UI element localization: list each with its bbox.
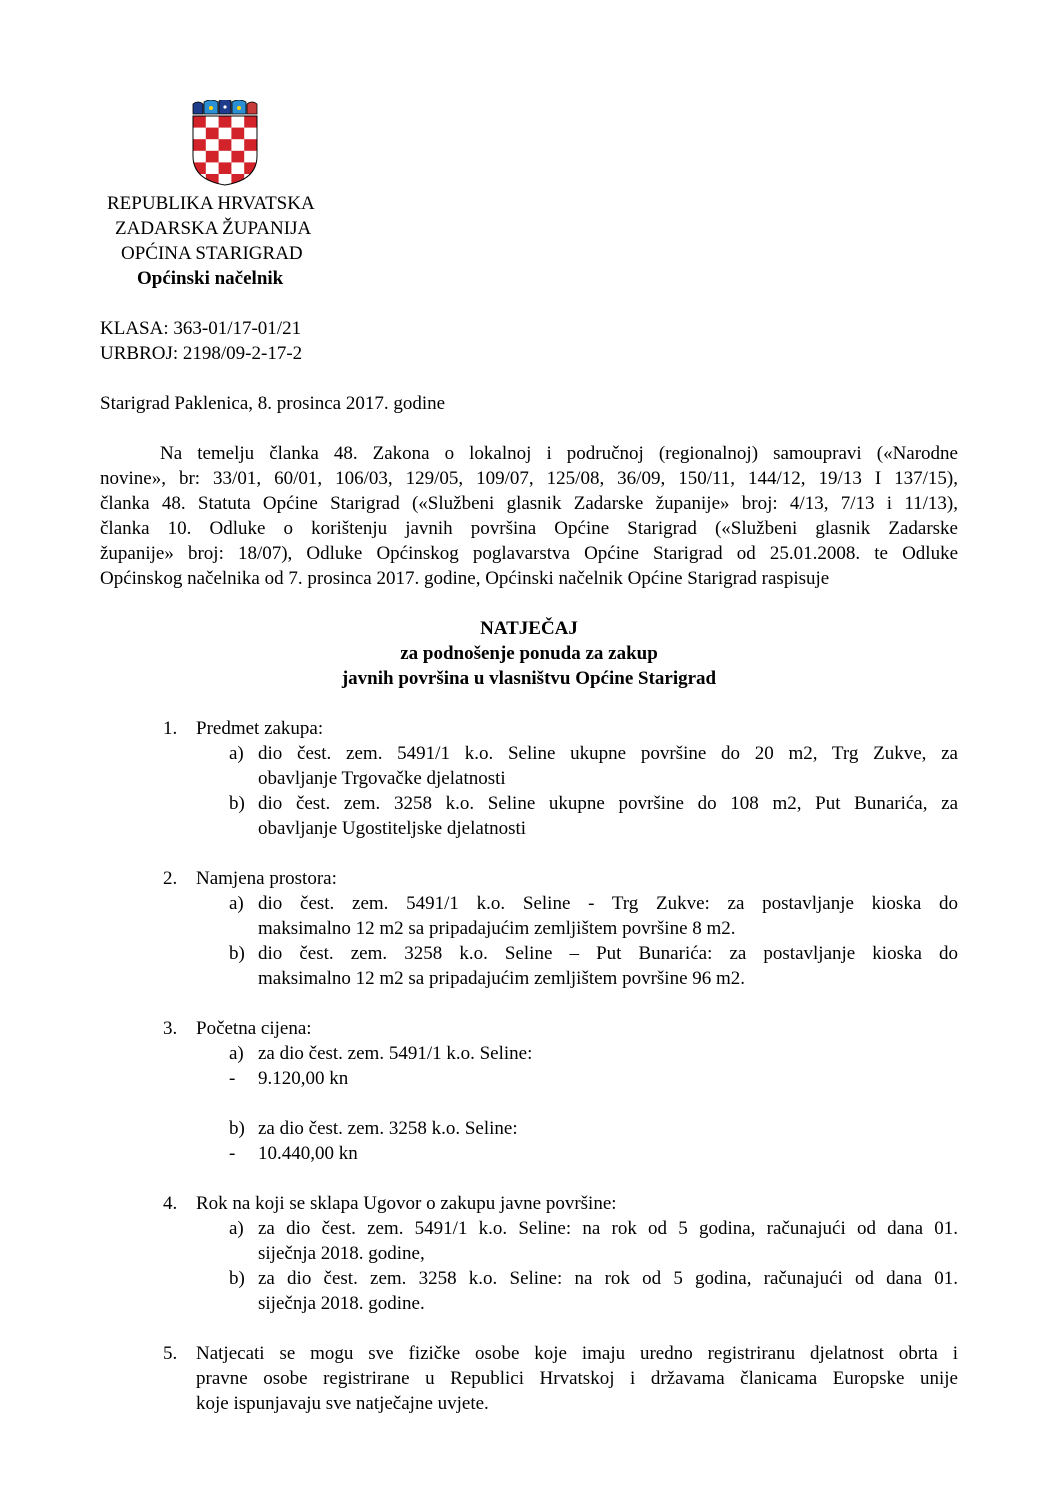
sub-text: za dio čest. zem. 3258 k.o. Seline: bbox=[258, 1118, 518, 1139]
sub-letter: b) bbox=[229, 1118, 245, 1139]
sub-text: maksimalno 12 m2 sa pripadajućim zemljištem površine 8 m2. bbox=[258, 918, 736, 939]
sub-text: obavljanje Ugostiteljske djelatnosti bbox=[258, 818, 527, 839]
section-text: koje ispunjavaju sve natječajne uvjete. bbox=[196, 1393, 489, 1414]
sub-text: za dio čest. zem. 5491/1 k.o. Seline: bbox=[258, 1043, 533, 1064]
intro-line: novine», br: 33/01, 60/01, 106/03, 129/05, 109/07, 125/08, 36/09, 150/11, 144/12, 19/13 I 137/15), bbox=[100, 468, 958, 489]
header-mayor: Općinski načelnik bbox=[137, 268, 284, 289]
sub-text: siječnja 2018. godine. bbox=[258, 1293, 425, 1314]
klasa-ref: KLASA: 363-01/17-01/21 bbox=[100, 318, 302, 339]
section-heading: Početna cijena: bbox=[196, 1018, 312, 1039]
sub-letter: a) bbox=[229, 743, 244, 764]
urbroj-ref: URBROJ: 2198/09-2-17-2 bbox=[100, 343, 303, 364]
section-number: 3. bbox=[163, 1018, 178, 1039]
price-value: 9.120,00 kn bbox=[258, 1068, 349, 1089]
header-municipality: OPĆINA STARIGRAD bbox=[121, 243, 303, 264]
intro-line: Na temelju članka 48. Zakona o lokalnoj i područnoj (regionalnoj) samoupravi («Narodne bbox=[160, 443, 958, 464]
section-text: Natjecati se mogu sve fizičke osobe koje imaju uredno registriranu djelatnost obrta i bbox=[196, 1343, 958, 1364]
section-number: 5. bbox=[163, 1343, 178, 1364]
header-county: ZADARSKA ŽUPANIJA bbox=[115, 218, 312, 239]
section-number: 1. bbox=[163, 718, 178, 739]
sub-letter: b) bbox=[229, 1268, 245, 1289]
sub-letter: b) bbox=[229, 943, 245, 964]
header-republic: REPUBLIKA HRVATSKA bbox=[107, 193, 315, 214]
sub-letter: b) bbox=[229, 793, 245, 814]
title-subtitle: za podnošenje ponuda za zakup bbox=[400, 643, 658, 664]
price-value: 10.440,00 kn bbox=[258, 1143, 358, 1164]
intro-line: članka 10. Odluke o korištenju javnih površina Općine Starigrad («Službeni glasnik Zadarske bbox=[100, 518, 958, 539]
intro-line: članka 48. Statuta Općine Starigrad («Službeni glasnik Zadarske županije» broj: 4/13, 7/13 i 11/13), bbox=[100, 493, 958, 514]
list-dash: - bbox=[229, 1143, 236, 1164]
sub-text: dio čest. zem. 5491/1 k.o. Seline - Trg Zukve: za postavljanje kioska do bbox=[258, 893, 958, 914]
sub-text: obavljanje Trgovačke djelatnosti bbox=[258, 768, 506, 789]
sub-text: dio čest. zem. 3258 k.o. Seline – Put Bunarića: za postavljanje kioska do bbox=[258, 943, 958, 964]
sub-letter: a) bbox=[229, 893, 244, 914]
sub-text: maksimalno 12 m2 sa pripadajućim zemljištem površine 96 m2. bbox=[258, 968, 746, 989]
section-number: 4. bbox=[163, 1193, 178, 1214]
sub-text: dio čest. zem. 5491/1 k.o. Seline ukupne površine do 20 m2, Trg Zukve, za bbox=[258, 743, 958, 764]
coat-of-arms-icon bbox=[189, 100, 261, 186]
section-number: 2. bbox=[163, 868, 178, 889]
section-heading: Rok na koji se sklapa Ugovor o zakupu javne površine: bbox=[196, 1193, 617, 1214]
title-subtitle: javnih površina u vlasništvu Općine Starigrad bbox=[341, 668, 717, 689]
sub-text: za dio čest. zem. 5491/1 k.o. Seline: na rok od 5 godina, računajući od dana 01. bbox=[258, 1218, 958, 1239]
sub-text: dio čest. zem. 3258 k.o. Seline ukupne površine do 108 m2, Put Bunarića, za bbox=[258, 793, 958, 814]
title-natjecaj: NATJEČAJ bbox=[480, 618, 578, 639]
section-heading: Namjena prostora: bbox=[196, 868, 337, 889]
intro-line: Općinskog načelnika od 7. prosinca 2017. godine, Općinski načelnik Općine Starigrad raspisuje bbox=[100, 568, 830, 589]
date-line: Starigrad Paklenica, 8. prosinca 2017. godine bbox=[100, 393, 446, 414]
intro-line: županije» broj: 18/07), Odluke Općinskog poglavarstva Općine Starigrad od 25.01.2008. te Odluke bbox=[100, 543, 958, 564]
sub-text: za dio čest. zem. 3258 k.o. Seline: na rok od 5 godina, računajući od dana 01. bbox=[258, 1268, 958, 1289]
sub-letter: a) bbox=[229, 1043, 244, 1064]
sub-text: siječnja 2018. godine, bbox=[258, 1243, 425, 1264]
section-heading: Predmet zakupa: bbox=[196, 718, 324, 739]
section-text: pravne osobe registrirane u Republici Hrvatskoj i državama članicama Europske unije bbox=[196, 1368, 958, 1389]
sub-letter: a) bbox=[229, 1218, 244, 1239]
list-dash: - bbox=[229, 1068, 236, 1089]
